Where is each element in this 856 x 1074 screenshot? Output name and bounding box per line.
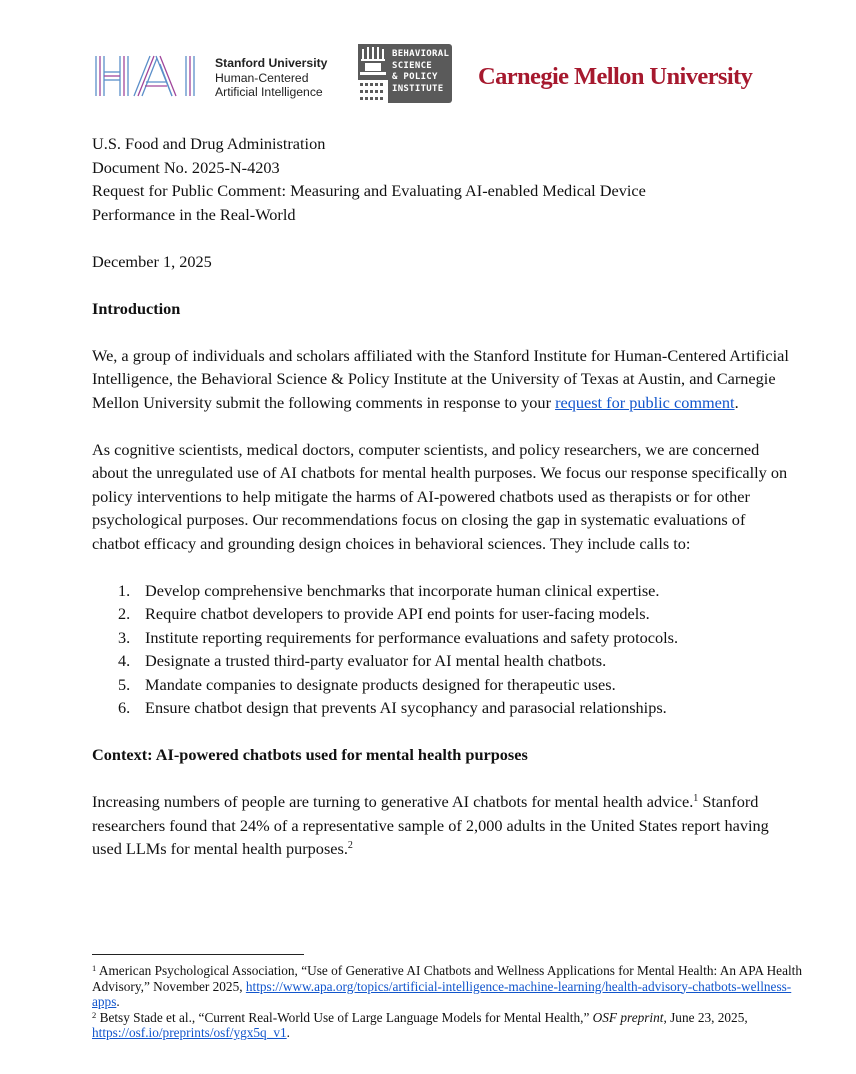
footnotes bbox=[92, 963, 812, 1041]
introduction-heading: Introduction bbox=[92, 298, 181, 318]
list-text: Institute reporting requirements for performance evaluations and safety protocols. bbox=[145, 627, 679, 647]
subject-line-2: Performance in the Real-World bbox=[92, 204, 296, 224]
recommendations-list bbox=[92, 579, 792, 720]
footnote-ref-1[interactable]: 1 bbox=[693, 793, 699, 804]
subject-line-1: Request for Public Comment: Measuring and Evaluating AI-enabled Medical Device bbox=[92, 181, 646, 200]
footnote-divider bbox=[92, 954, 304, 955]
bspi-wordmark bbox=[392, 49, 449, 95]
footnote-1 bbox=[92, 963, 812, 1010]
footnote-number: 1 bbox=[92, 963, 97, 973]
publication-name: OSF preprint bbox=[592, 1009, 664, 1025]
list-item bbox=[92, 696, 792, 720]
bspi-line-4: INSTITUTE bbox=[392, 83, 444, 94]
footnote-number: 2 bbox=[92, 1009, 97, 1020]
recipient-agency: U.S. Food and Drug Administration bbox=[92, 134, 326, 153]
bspi-line-3: & POLICY bbox=[392, 72, 438, 82]
list-item bbox=[92, 673, 792, 697]
list-number: 5. bbox=[118, 674, 131, 694]
list-text: Develop comprehensive benchmarks that incorporate human clinical expertise. bbox=[145, 580, 660, 600]
hai-wordmark bbox=[215, 56, 327, 100]
period: . bbox=[286, 1025, 290, 1041]
building-icon bbox=[358, 44, 388, 103]
context-sentence-2: Stanford researchers found that 24% of a representative sample of 2,000 adults in the United States report having used LLMs for mental health purposes. bbox=[92, 792, 769, 858]
list-number: 3. bbox=[118, 627, 131, 647]
request-for-public-comment-link[interactable]: request for public comment bbox=[555, 392, 735, 412]
footnote-text: Betsy Stade et al., “Current Real-World Use of Large Language Models for Mental Health,” bbox=[96, 1009, 593, 1025]
list-number: 2. bbox=[118, 604, 131, 623]
introduction-paragraph-1 bbox=[92, 344, 792, 415]
list-text: Mandate companies to designate products designed for therapeutic uses. bbox=[145, 674, 616, 694]
footnote-text: American Psychological Association, “Use of Generative AI Chatbots and Wellness Applications for Mental Health: An APA Health Advisory,” November 2025, bbox=[92, 963, 803, 994]
bspi-logo bbox=[358, 44, 452, 103]
footnote-2 bbox=[92, 1010, 812, 1041]
list-text: Require chatbot developers to provide API end points for user-facing models. bbox=[145, 604, 650, 623]
list-item bbox=[92, 649, 792, 673]
header-logos bbox=[92, 44, 772, 106]
osf-preprint-link[interactable]: https://osf.io/preprints/osf/ygx5q_v1 bbox=[92, 1025, 287, 1041]
footnote-ref-2[interactable]: 2 bbox=[347, 840, 353, 851]
docket-number: Document No. 2025-N-4203 bbox=[92, 157, 280, 177]
list-text: Designate a trusted third-party evaluator for AI mental health chatbots. bbox=[145, 651, 607, 670]
context-paragraph bbox=[92, 790, 792, 861]
period: . bbox=[116, 994, 120, 1010]
intro-text: We, a group of individuals and scholars affiliated with the Stanford Institute for Human-Centered Artificial Intelligence, the Behavioral Science & Policy Institute at the University of Texas at Austin, and Carnegie Mellon University submit the following comments in response to your bbox=[92, 345, 789, 412]
list-item bbox=[92, 602, 792, 626]
list-item bbox=[92, 626, 792, 650]
footnote-text: , June 23, 2025, bbox=[663, 1009, 748, 1025]
apa-advisory-link[interactable]: https://www.apa.org/topics/artificial-intelligence-machine-learning/health-advisory-chatbots-wellness-apps bbox=[92, 978, 792, 1010]
context-heading: Context: AI-powered chatbots used for mental health purposes bbox=[92, 745, 528, 764]
list-number: 4. bbox=[118, 651, 131, 670]
hai-line-1: Stanford University bbox=[215, 56, 328, 70]
introduction-paragraph-2: As cognitive scientists, medical doctors, computer scientists, and policy researchers, we are concerned about the unregulated use of AI chatbots for mental health purposes. We focus our response specifically on policy interventions to help mitigate the harms of AI-powered chatbots used as therapists or for other psychological purposes. Our recommendations focus on closing the gap in systematic evaluations of chatbot efficacy and grounding design choices in behavioral sciences. They include calls to: bbox=[92, 439, 788, 553]
hai-logo-icon bbox=[94, 54, 206, 98]
bspi-line-2: SCIENCE bbox=[392, 60, 433, 71]
list-number: 6. bbox=[118, 698, 131, 717]
list-number: 1. bbox=[118, 580, 131, 600]
bspi-line-1: BEHAVIORAL bbox=[392, 49, 450, 59]
period: . bbox=[734, 392, 739, 412]
letter-date: December 1, 2025 bbox=[92, 251, 212, 271]
hai-line-3: Artificial Intelligence bbox=[215, 85, 323, 99]
hai-line-2: Human-Centered bbox=[215, 70, 309, 85]
letter-body bbox=[92, 132, 792, 861]
subject-line bbox=[92, 179, 792, 226]
context-sentence-1: Increasing numbers of people are turning to generative AI chatbots for mental health advice. bbox=[92, 792, 694, 811]
cmu-logo: Carnegie Mellon University bbox=[478, 63, 753, 90]
list-text: Ensure chatbot design that prevents AI sycophancy and parasocial relationships. bbox=[145, 698, 667, 717]
list-item bbox=[92, 579, 792, 603]
